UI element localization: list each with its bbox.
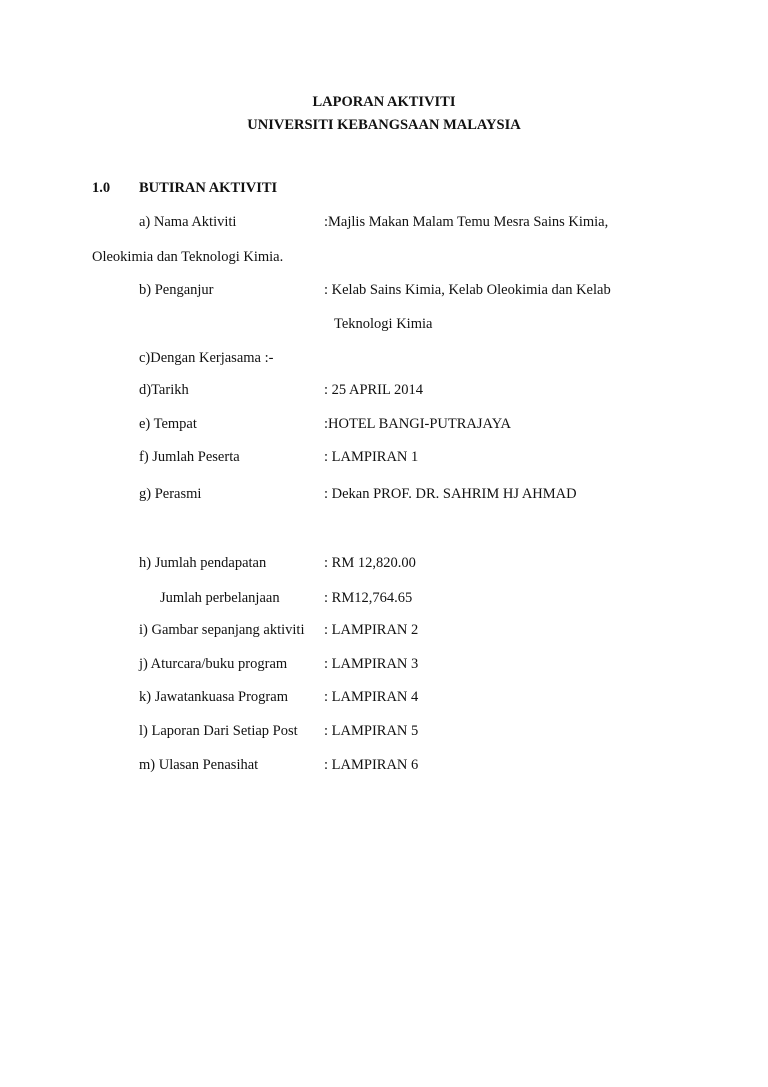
penganjur-value-cont: Teknologi Kimia <box>334 316 433 332</box>
laporan-post-label: l) Laporan Dari Setiap Post <box>139 723 298 739</box>
perasmi-label: g) Perasmi <box>139 486 202 502</box>
tempat-label: e) Tempat <box>139 416 197 432</box>
report-title: LAPORAN AKTIVITI <box>312 94 456 110</box>
jumlah-perbelanjaan-label: Jumlah perbelanjaan <box>160 590 280 606</box>
tempat-value: :HOTEL BANGI-PUTRAJAYA <box>324 416 512 432</box>
gambar-value: : LAMPIRAN 2 <box>324 622 419 638</box>
nama-aktiviti-value: :Majlis Makan Malam Temu Mesra Sains Kimia, <box>324 214 609 230</box>
kerjasama-label: c)Dengan Kerjasama :- <box>139 350 274 366</box>
ulasan-label: m) Ulasan Penasihat <box>139 757 259 773</box>
jumlah-pendapatan-value: : RM 12,820.00 <box>324 555 416 571</box>
jumlah-peserta-value: : LAMPIRAN 1 <box>324 449 419 465</box>
penganjur-label: b) Penganjur <box>139 282 214 298</box>
jumlah-pendapatan-label: h) Jumlah pendapatan <box>139 555 267 571</box>
jawatankuasa-value: : LAMPIRAN 4 <box>324 689 419 705</box>
aturcara-label: j) Aturcara/buku program <box>139 656 288 672</box>
ulasan-value: : LAMPIRAN 6 <box>324 757 419 773</box>
gambar-label: i) Gambar sepanjang aktiviti <box>139 622 305 638</box>
laporan-post-value: : LAMPIRAN 5 <box>324 723 419 739</box>
penganjur-value: : Kelab Sains Kimia, Kelab Oleokimia dan Kelab <box>324 282 611 298</box>
nama-aktiviti-label: a) Nama Aktiviti <box>139 214 237 230</box>
tarikh-value: : 25 APRIL 2014 <box>324 382 423 398</box>
jumlah-perbelanjaan-value: : RM12,764.65 <box>324 590 413 606</box>
perasmi-value: : Dekan PROF. DR. SAHRIM HJ AHMAD <box>324 486 577 502</box>
jawatankuasa-label: k) Jawatankuasa Program <box>139 689 288 705</box>
tarikh-label: d)Tarikh <box>139 382 189 398</box>
nama-aktiviti-value-cont: Oleokimia dan Teknologi Kimia. <box>92 249 284 265</box>
aturcara-value: : LAMPIRAN 3 <box>324 656 419 672</box>
university-name: UNIVERSITI KEBANGSAAN MALAYSIA <box>247 117 521 133</box>
section-heading: BUTIRAN AKTIVITI <box>139 180 278 196</box>
section-number: 1.0 <box>92 180 111 196</box>
jumlah-peserta-label: f) Jumlah Peserta <box>139 449 240 465</box>
